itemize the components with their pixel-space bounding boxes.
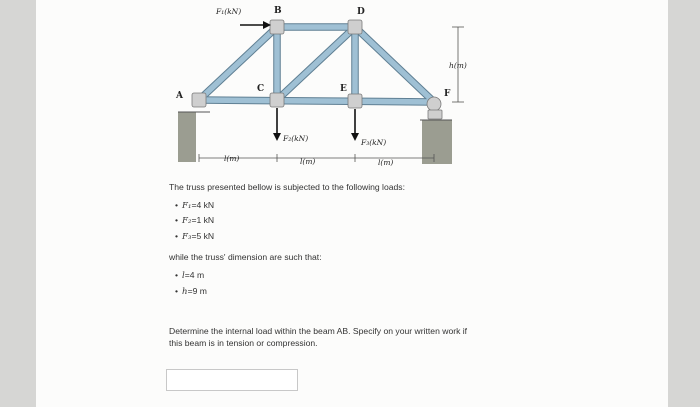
loads-intro: The truss presented bellow is subjected to the following loads: xyxy=(169,182,405,192)
load-label-f2: F₂(kN) xyxy=(283,134,309,143)
truss-diagram xyxy=(0,0,700,180)
node-label-e: E xyxy=(340,84,347,94)
question-text: Determine the internal load within the beam AB. Specify on your written work if this beam is in tension or compression. xyxy=(169,326,468,348)
problem-statement xyxy=(169,182,629,349)
ground-left xyxy=(178,112,210,162)
load-item: • F₃=5 kN xyxy=(175,231,629,244)
dim-label-l3: l(m) xyxy=(378,158,394,167)
dimension-item: • l=4 m xyxy=(175,270,629,283)
node-label-a: A xyxy=(176,91,183,101)
node-label-b: B xyxy=(274,6,282,16)
node-label-c: C xyxy=(257,84,265,94)
load-item: • F₁=4 kN xyxy=(175,200,629,213)
dim-label-l1: l(m) xyxy=(224,154,240,163)
node-label-d: D xyxy=(357,7,365,17)
load-item: • F₂=1 kN xyxy=(175,215,629,228)
load-label-f1: F₁(kN) xyxy=(216,7,242,16)
load-arrow-f1 xyxy=(240,21,271,29)
dim-label-l2: l(m) xyxy=(300,157,316,166)
dimension-list xyxy=(175,270,629,298)
load-label-f3: F₃(kN) xyxy=(361,138,387,147)
answer-input[interactable] xyxy=(166,369,298,391)
load-arrow-f2 xyxy=(273,108,281,141)
node-label-f: F xyxy=(444,89,451,99)
ground-right xyxy=(420,120,452,164)
dims-intro: while the truss' dimension are such that: xyxy=(169,252,322,263)
dim-label-h: h(m) xyxy=(449,61,467,70)
dimension-item: • h=9 m xyxy=(175,286,629,299)
load-arrow-f3 xyxy=(351,109,359,141)
load-list xyxy=(175,200,629,244)
